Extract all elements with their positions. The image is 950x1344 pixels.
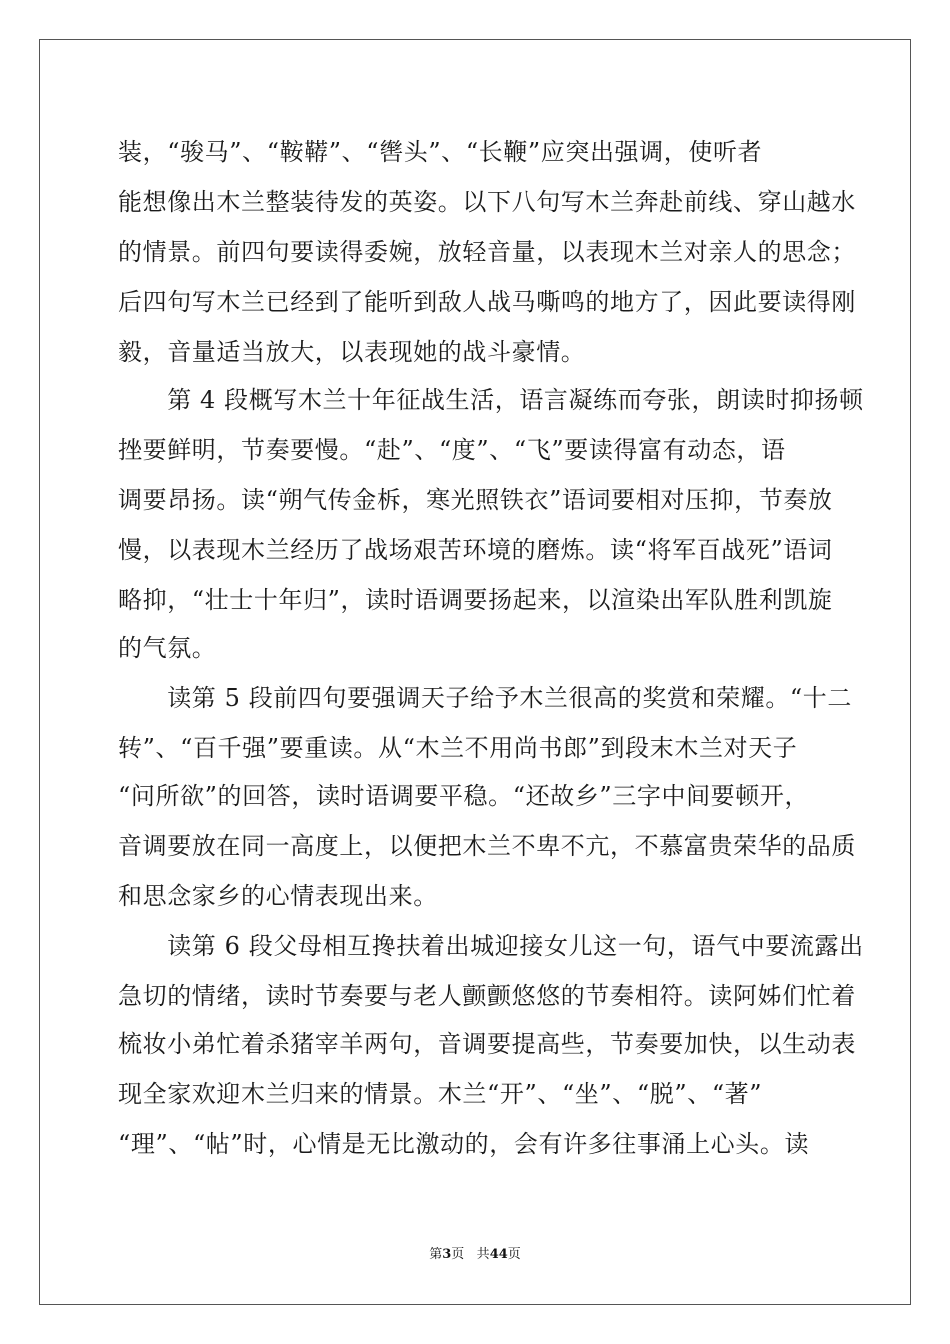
text-line: 调要昂扬。读“朔气传金柝，寒光照铁衣”语词要相对压抑，节奏放 — [118, 486, 833, 514]
text-line: “理”、“帖”时，心情是无比激动的，会有许多往事涌上心头。读 — [118, 1130, 810, 1158]
page-footer — [0, 1247, 950, 1263]
text-line: 第 4 段概写木兰十年征战生活，语言凝练而夸张，朗读时抑扬顿 — [118, 386, 864, 414]
text-line: 音调要放在同一高度上，以便把木兰不卑不亢，不慕富贵荣华的品质 — [118, 832, 856, 860]
text-line: 现全家欢迎木兰归来的情景。木兰“开”、“坐”、“脱”、“著” — [118, 1080, 763, 1108]
text-line: 慢，以表现木兰经历了战场艰苦环境的磨炼。读“将军百战死”语词 — [118, 536, 833, 564]
text-line: 和思念家乡的心情表现出来。 — [118, 882, 438, 910]
text-line: 的情景。前四句要读得委婉，放轻音量，以表现木兰对亲人的思念； — [118, 238, 856, 266]
text-line: 能想像出木兰整装待发的英姿。以下八句写木兰奔赴前线、穿山越水 — [118, 188, 856, 216]
text-line: 读第 6 段父母相互搀扶着出城迎接女儿这一句，语气中要流露出 — [118, 932, 864, 960]
text-line: 装，“骏马”、“鞍鞯”、“辔头”、“长鞭”应突出强调，使听者 — [118, 138, 763, 166]
text-line: 读第 5 段前四句要强调天子给予木兰很高的奖赏和荣耀。“十二 — [118, 684, 852, 712]
text-line: “问所欲”的回答，读时语调要平稳。“还故乡”三字中间要顿开， — [118, 782, 810, 810]
text-line: 略抑，“壮士十年归”，读时语调要扬起来，以渲染出军队胜利凯旋 — [118, 586, 833, 614]
footer-page-number: 3 — [442, 1247, 452, 1262]
text-line: 梳妆小弟忙着杀猪宰羊两句，音调要提高些，节奏要加快，以生动表 — [118, 1030, 856, 1058]
text-line: 急切的情绪，读时节奏要与老人颤颤悠悠的节奏相符。读阿姊们忙着 — [118, 982, 856, 1010]
text-line: 转”、“百千强”要重读。从“木兰不用尚书郎”到段末木兰对天子 — [118, 734, 798, 762]
footer-page-prefix: 第 — [429, 1247, 443, 1262]
text-line: 挫要鲜明，节奏要慢。“赴”、“度”、“飞”要读得富有动态，语 — [118, 436, 786, 464]
page-border — [39, 39, 911, 1305]
text-line: 的气氛。 — [118, 634, 217, 662]
text-line: 后四句写木兰已经到了能听到敌人战马嘶鸣的地方了，因此要读得刚 — [118, 288, 856, 316]
footer-total-pages: 44 — [489, 1247, 508, 1262]
footer-page-unit: 页 — [451, 1247, 465, 1262]
footer-total-unit: 页 — [507, 1247, 521, 1262]
text-line: 毅，音量适当放大，以表现她的战斗豪情。 — [118, 338, 586, 366]
footer-total-prefix: 共 — [476, 1247, 490, 1262]
